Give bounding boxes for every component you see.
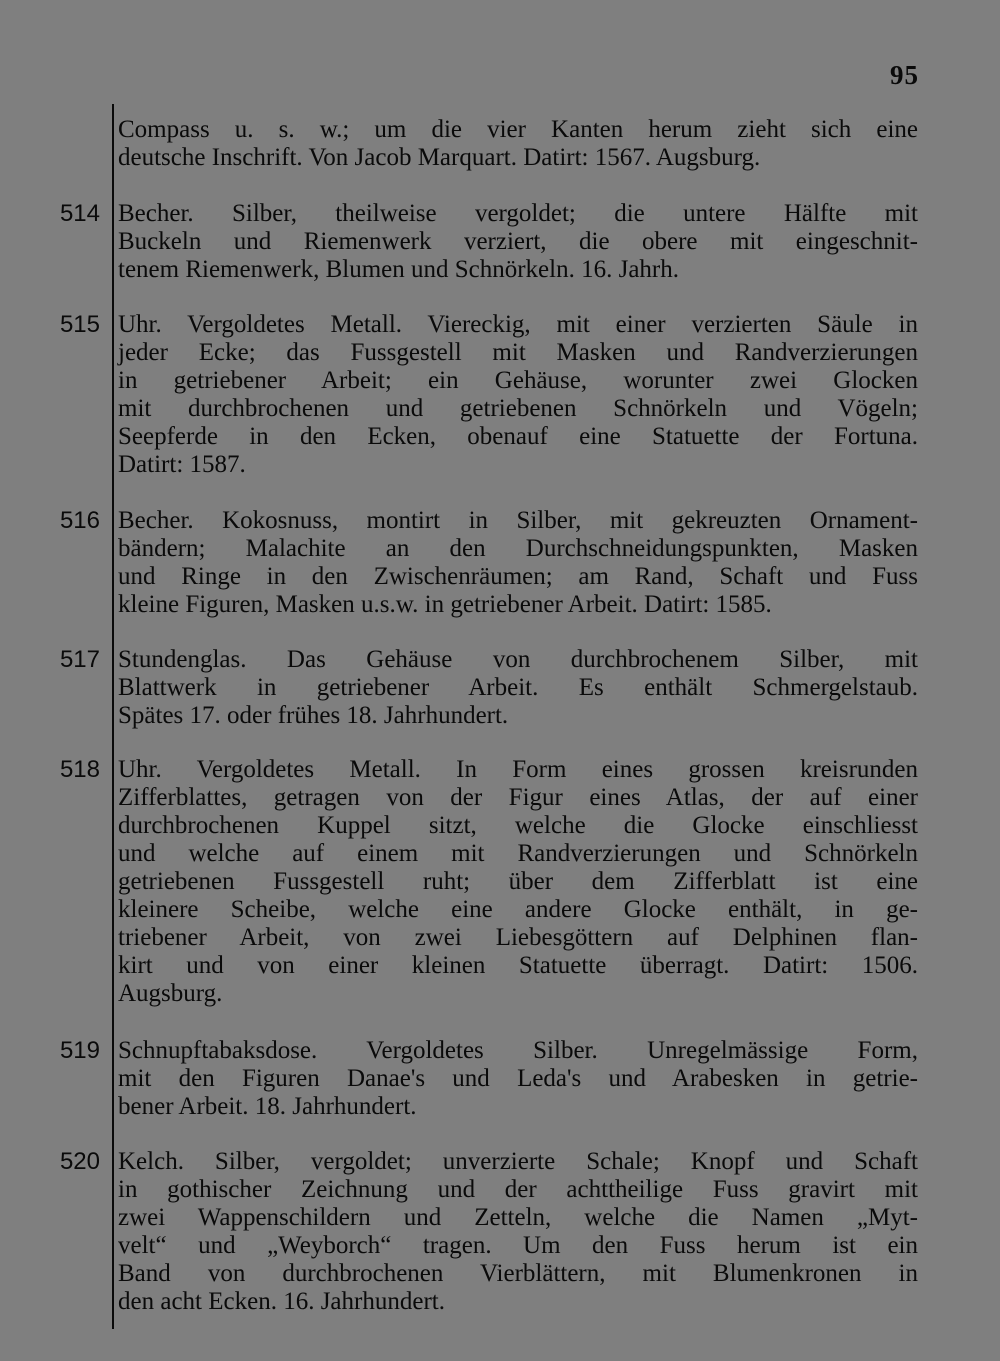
- entry-text: [118, 756, 918, 1008]
- entry-line: Schnupftabaksdose. Vergoldetes Silber. Unregelmässige Form,: [118, 1037, 918, 1064]
- entry-line: tenem Riemenwerk, Blumen und Schnörkeln. 16. Jahrh.: [118, 256, 679, 283]
- entry-line: Augsburg.: [118, 980, 223, 1007]
- entry-line: kleinere Scheibe, welche eine andere Glocke enthält, in ge-: [118, 896, 918, 923]
- entry-line: velt“ und „Weyborch“ tragen. Um den Fuss herum ist ein: [118, 1232, 918, 1259]
- entry-number: 517: [59, 646, 100, 673]
- entry-line: Band von durchbrochenen Vierblättern, mit Blumenkronen in: [118, 1260, 918, 1287]
- entry-number: 520: [59, 1148, 100, 1175]
- margin-rule: [112, 104, 114, 1329]
- entry-line: deutsche Inschrift. Von Jacob Marquart. Datirt: 1567. Augsburg.: [118, 144, 761, 171]
- entry-number: 519: [59, 1037, 100, 1064]
- entry-line: in getriebener Arbeit; ein Gehäuse, worunter zwei Glocken: [118, 367, 918, 394]
- entry-line: Spätes 17. oder frühes 18. Jahrhundert.: [118, 702, 509, 729]
- entry-line: kleine Figuren, Masken u.s.w. in getriebener Arbeit. Datirt: 1585.: [118, 591, 772, 618]
- entry-text: [118, 646, 918, 730]
- page-number: 95: [890, 60, 919, 90]
- entry-line: und welche auf einem mit Randverzierungen und Schnörkeln: [118, 840, 918, 867]
- entry-number: 516: [59, 507, 100, 534]
- entry-line: bändern; Malachite an den Durchschneidungspunkten, Masken: [118, 535, 918, 562]
- entry-text: [118, 200, 918, 284]
- entry-line: mit den Figuren Danae's und Leda's und Arabesken in getrie-: [118, 1065, 918, 1092]
- entry-line: Blattwerk in getriebener Arbeit. Es enthält Schmergelstaub.: [118, 674, 918, 701]
- entry-line: Becher. Silber, theilweise vergoldet; die untere Hälfte mit: [118, 200, 918, 227]
- entry-line: Becher. Kokosnuss, montirt in Silber, mit gekreuzten Ornament-: [118, 507, 918, 534]
- entry-text: [118, 116, 918, 172]
- entry-line: und Ringe in den Zwischenräumen; am Rand, Schaft und Fuss: [118, 563, 918, 590]
- entry-line: Uhr. Vergoldetes Metall. Viereckig, mit einer verzierten Säule in: [118, 311, 918, 338]
- entry-line: durchbrochenen Kuppel sitzt, welche die Glocke einschliesst: [118, 812, 918, 839]
- entry-text: [118, 507, 918, 619]
- entry-line: Stundenglas. Das Gehäuse von durchbrochenem Silber, mit: [118, 646, 918, 673]
- entry-line: Zifferblattes, getragen von der Figur eines Atlas, der auf einer: [118, 784, 918, 811]
- entry-number: 514: [59, 200, 100, 227]
- entry-text: [118, 1037, 918, 1121]
- entry-line: kirt und von einer kleinen Statuette überragt. Datirt: 1506.: [118, 952, 918, 979]
- entry-line: bener Arbeit. 18. Jahrhundert.: [118, 1093, 417, 1120]
- entry-line: Seepferde in den Ecken, obenauf eine Statuette der Fortuna.: [118, 423, 918, 450]
- entry-text: [118, 311, 918, 479]
- entry-line: Uhr. Vergoldetes Metall. In Form eines grossen kreisrunden: [118, 756, 918, 783]
- entry-line: in gothischer Zeichnung und der achttheilige Fuss gravirt mit: [118, 1176, 918, 1203]
- entry-line: triebener Arbeit, von zwei Liebesgöttern auf Delphinen flan-: [118, 924, 918, 951]
- entry-line: Datirt: 1587.: [118, 451, 246, 478]
- entry-line: zwei Wappenschildern und Zetteln, welche die Namen „Myt-: [118, 1204, 918, 1231]
- entry-line: jeder Ecke; das Fussgestell mit Masken und Randverzierungen: [118, 339, 918, 366]
- entry-number: 515: [59, 311, 100, 338]
- entry-line: getriebenen Fussgestell ruht; über dem Zifferblatt ist eine: [118, 868, 918, 895]
- entry-number: 518: [59, 756, 100, 783]
- entry-line: Compass u. s. w.; um die vier Kanten herum zieht sich eine: [118, 116, 918, 143]
- entry-text: [118, 1148, 918, 1316]
- entry-line: mit durchbrochenen und getriebenen Schnörkeln und Vögeln;: [118, 395, 918, 422]
- entry-line: den acht Ecken. 16. Jahrhundert.: [118, 1288, 445, 1315]
- entry-line: Kelch. Silber, vergoldet; unverzierte Schale; Knopf und Schaft: [118, 1148, 918, 1175]
- entry-line: Buckeln und Riemenwerk verziert, die obere mit eingeschnit-: [118, 228, 918, 255]
